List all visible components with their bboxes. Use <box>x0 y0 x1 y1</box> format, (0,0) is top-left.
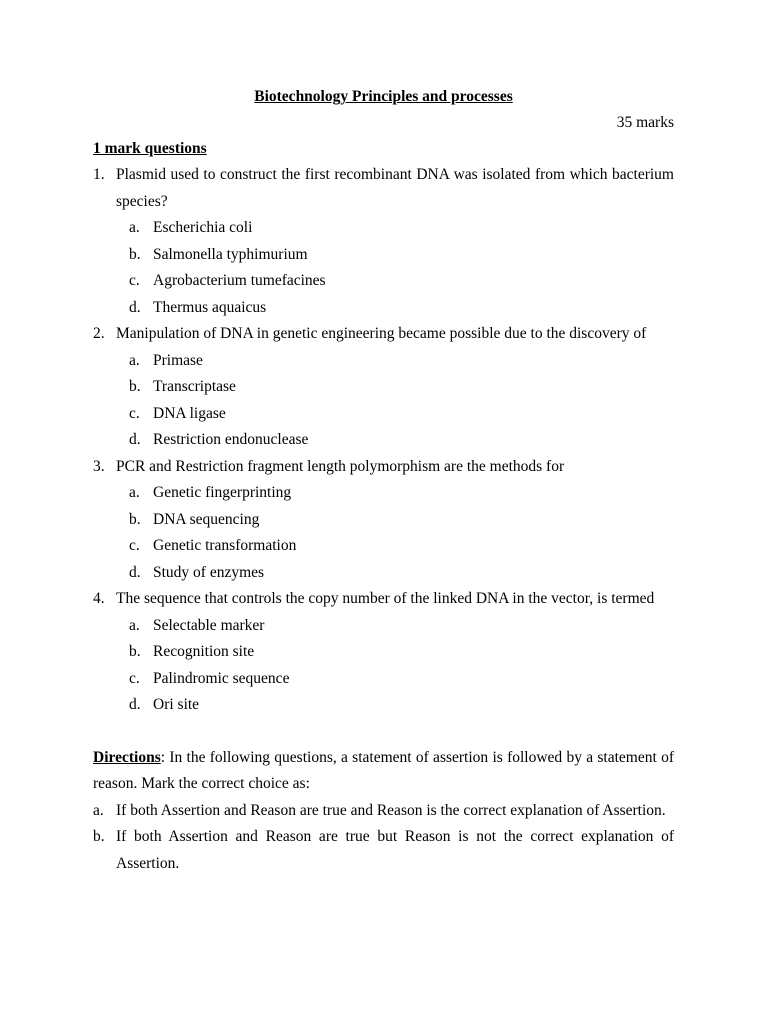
total-marks: 35 marks <box>616 114 674 131</box>
choice-label: a. <box>93 801 104 819</box>
question-number: 2. <box>93 325 105 342</box>
option-text: Ori site <box>153 696 200 713</box>
section-spacer <box>93 719 674 745</box>
option-text: Genetic transformation <box>153 537 297 554</box>
option-item <box>93 427 674 454</box>
directions-choice-b <box>93 824 674 877</box>
option-label: c. <box>129 537 140 554</box>
option-label: a. <box>129 484 140 501</box>
option-text: Palindromic sequence <box>153 669 290 687</box>
option-text: Study of enzymes <box>153 563 265 581</box>
option-text: Genetic fingerprinting <box>153 484 292 501</box>
option-item <box>93 480 674 507</box>
option-item <box>93 692 674 719</box>
option-item <box>93 666 674 693</box>
section-heading: 1 mark questions <box>93 140 207 157</box>
option-label: c. <box>129 669 140 687</box>
option-item <box>93 401 674 428</box>
directions-text: : In the following questions, a statement of assertion is followed by a statement of reason. Mark the correct choice as: <box>93 748 674 792</box>
option-item <box>93 242 674 269</box>
question-number: 3. <box>93 457 105 475</box>
question-text: PCR and Restriction fragment length polymorphism are the methods for <box>116 457 565 475</box>
option-label: a. <box>129 351 140 369</box>
option-label: c. <box>129 272 140 289</box>
option-item <box>93 268 674 295</box>
option-label: a. <box>129 219 140 236</box>
question-text: The sequence that controls the copy number of the linked DNA in the vector, is termed <box>116 590 655 607</box>
choice-text: If both Assertion and Reason are true but Reason is not the correct explanation of Assertion. <box>116 828 674 872</box>
option-text: Transcriptase <box>153 378 236 395</box>
question-number: 4. <box>93 590 105 607</box>
option-text: Escherichia coli <box>153 219 253 236</box>
directions-label: Directions <box>93 748 161 766</box>
document-title: Biotechnology Principles and processes <box>254 88 513 105</box>
option-text: Thermus aquaicus <box>153 298 267 316</box>
option-label: d. <box>129 298 141 316</box>
option-text: DNA ligase <box>153 404 226 422</box>
option-item <box>93 215 674 242</box>
option-label: b. <box>129 245 141 263</box>
option-item <box>93 639 674 666</box>
option-label: d. <box>129 563 141 581</box>
question-text: Plasmid used to construct the first recombinant DNA was isolated from which bacterium species? <box>116 166 674 210</box>
option-text: Salmonella typhimurium <box>153 245 308 263</box>
directions-choice-a <box>93 798 674 825</box>
option-text: Agrobacterium tumefacines <box>153 272 326 289</box>
option-item <box>93 560 674 587</box>
option-label: b. <box>129 378 141 395</box>
choice-text: If both Assertion and Reason are true and Reason is the correct explanation of Assertion. <box>116 801 666 819</box>
option-label: d. <box>129 696 141 713</box>
option-label: b. <box>129 643 141 660</box>
option-item <box>93 374 674 401</box>
question-2 <box>93 321 674 348</box>
option-item <box>93 295 674 322</box>
option-text: Recognition site <box>153 643 255 660</box>
question-1 <box>93 162 674 215</box>
question-text: Manipulation of DNA in genetic engineering became possible due to the discovery of <box>116 325 647 342</box>
question-number: 1. <box>93 166 105 183</box>
option-item <box>93 533 674 560</box>
option-label: b. <box>129 510 141 528</box>
question-4 <box>93 586 674 613</box>
option-label: a. <box>129 616 140 634</box>
choice-label: b. <box>93 828 105 845</box>
option-text: Primase <box>153 351 203 369</box>
option-text: Selectable marker <box>153 616 265 634</box>
option-item <box>93 507 674 534</box>
directions-paragraph <box>93 745 674 798</box>
option-item <box>93 348 674 375</box>
option-label: d. <box>129 431 141 448</box>
option-text: DNA sequencing <box>153 510 260 528</box>
document-page <box>93 84 674 877</box>
option-item <box>93 613 674 640</box>
option-text: Restriction endonuclease <box>153 431 309 448</box>
question-3 <box>93 454 674 481</box>
option-label: c. <box>129 404 140 422</box>
